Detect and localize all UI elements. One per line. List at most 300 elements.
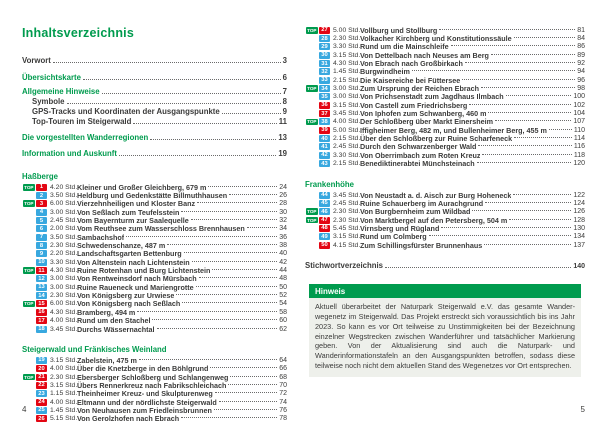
tour-title: Von Rentweinsdorf nach Mürsbach	[77, 274, 197, 284]
tour-list-steigerwald-cont	[305, 26, 585, 168]
tour-title: Durch den Schwarzenberger Wald	[360, 142, 477, 152]
entry-label: Stichwortverzeichnis	[305, 261, 383, 271]
dotted-leader	[495, 120, 571, 121]
top-badge-slot	[305, 119, 319, 126]
tour-number-badge: 10	[36, 259, 47, 266]
tour-row	[305, 160, 585, 168]
tour-title: Vom Bayernturm zur Saalequelle	[77, 216, 189, 226]
top-badge-slot	[22, 200, 36, 207]
tour-title: Von Neuhausen zum Friedleinsbrunnen	[77, 405, 212, 415]
entry-page-number: 19	[278, 149, 287, 158]
dotted-leader	[212, 269, 277, 270]
tour-duration: 4.00 Std.	[50, 398, 78, 406]
tour-row	[22, 225, 287, 233]
dotted-leader	[133, 123, 276, 124]
tour-page-number: 26	[279, 192, 287, 200]
tour-page-number: 104	[573, 110, 585, 118]
dotted-leader	[230, 376, 277, 377]
tour-title: Rund um die Mainschleife	[360, 42, 449, 52]
tour-duration: 6.00 Std.	[50, 300, 78, 308]
tour-number-badge: 36	[319, 102, 330, 109]
top-badge-slot	[22, 184, 36, 191]
dotted-leader	[513, 194, 571, 195]
tour-title: Kleiner und Großer Gleichberg, 679 m	[77, 182, 207, 192]
top-badge-slot	[22, 301, 36, 308]
dotted-leader	[229, 194, 277, 195]
tour-duration: 3.15 Std.	[50, 356, 78, 364]
tour-page-number: 72	[279, 390, 287, 398]
dotted-leader	[196, 286, 278, 287]
top-badge-slot	[305, 208, 319, 215]
top-badge: TOP	[307, 119, 317, 125]
tour-number-badge: 28	[319, 35, 330, 42]
tour-number-badge: 14	[36, 292, 47, 299]
tour-number-badge: 24	[36, 399, 47, 406]
tour-number-badge: 8	[36, 242, 47, 249]
tour-page-number: 122	[573, 191, 585, 199]
dotted-leader	[549, 129, 572, 130]
front-matter-row	[22, 56, 287, 66]
dotted-leader	[485, 202, 571, 203]
tour-number-badge: 11	[36, 267, 47, 274]
tour-number-badge: 48	[319, 225, 330, 232]
tour-title: Die Kaisereiche bei Füttersee	[360, 75, 461, 85]
section-steigerwald	[22, 345, 287, 423]
tour-duration: 3.00 Std.	[50, 283, 78, 291]
top-badge: TOP	[24, 184, 34, 190]
tour-page-number: 44	[279, 267, 287, 275]
tour-list-hassberge	[22, 183, 287, 333]
tour-page-number: 52	[279, 292, 287, 300]
dotted-leader	[484, 244, 571, 245]
tour-page-number: 110	[573, 126, 585, 134]
tour-number-badge: 21	[36, 374, 47, 381]
entry-page-number: 3	[282, 56, 287, 65]
dotted-leader	[514, 137, 572, 138]
tour-page-number: 86	[577, 43, 585, 51]
entry-page-number: 140	[573, 263, 585, 271]
tour-duration: 2.20 Std.	[50, 250, 78, 258]
entry-page-number: 7	[282, 87, 287, 96]
dotted-leader	[219, 401, 277, 402]
front-matter-row	[22, 149, 287, 159]
tour-number-badge: 33	[319, 77, 330, 84]
tour-duration: 3.45 Std.	[333, 110, 361, 118]
top-badge: TOP	[24, 201, 34, 207]
tour-title: Übers Rennerkreuz nach Fabrikschleichach	[77, 380, 227, 390]
tour-number-badge: 5	[36, 217, 47, 224]
tour-row	[22, 300, 287, 308]
tour-title: Von Prichsenstadt zum Jagdhaus Ilmbach	[360, 92, 504, 102]
entry-label: Symbole	[32, 97, 65, 106]
dotted-leader	[429, 235, 572, 236]
tour-title: Über den Schloßberg zur Ruine Scharfeneck	[360, 134, 513, 144]
dotted-leader	[197, 202, 277, 203]
index-entry	[305, 261, 585, 270]
top-badge: TOP	[24, 268, 34, 274]
tour-row	[22, 308, 287, 316]
tour-number-badge: 29	[319, 43, 330, 50]
tour-title: Rund um den Stachel	[77, 316, 151, 326]
dotted-leader	[167, 244, 277, 245]
tour-title: Ruine Rotenhan und Burg Lichtenstein	[77, 266, 211, 276]
tour-number-badge: 23	[36, 390, 47, 397]
tour-title: Von Iphofen zum Schwanberg, 460 m	[360, 109, 487, 119]
hinweis-box	[309, 284, 581, 377]
tour-title: Der Schloßberg über Markt Einersheim	[360, 117, 494, 127]
dotted-leader	[184, 252, 278, 253]
dotted-leader	[439, 29, 575, 30]
dotted-leader	[181, 417, 277, 418]
top-badge: TOP	[307, 217, 317, 223]
tour-page-number: 42	[279, 258, 287, 266]
dotted-leader	[119, 155, 276, 156]
tour-number-badge: 16	[36, 309, 47, 316]
tour-number-badge: 38	[319, 118, 330, 125]
tour-duration: 3.45 Std.	[50, 325, 78, 333]
entry-page-number: 8	[282, 97, 287, 106]
tour-duration: 3.15 Std.	[50, 381, 78, 389]
top-badge-slot	[305, 27, 319, 34]
top-badge: TOP	[307, 27, 317, 33]
tour-duration: 2.30 Std.	[333, 216, 361, 224]
dotted-leader	[469, 104, 571, 105]
top-badge-slot	[22, 374, 36, 381]
tour-page-number: 92	[577, 60, 585, 68]
tour-duration: 4.00 Std.	[50, 317, 78, 325]
tour-title: Bramberg, 494 m	[77, 307, 136, 317]
dotted-leader	[222, 113, 281, 114]
tour-number-badge: 37	[319, 110, 330, 117]
tour-page-number: 68	[279, 373, 287, 381]
tour-title: Von Neustadt a. d. Aisch zur Burg Hoheneck	[360, 190, 512, 200]
tour-title: Von Gerolzhofen nach Ebrach	[77, 414, 180, 424]
tour-page-number: 50	[279, 283, 287, 291]
tour-duration: 2.30 Std.	[50, 292, 78, 300]
tour-title: Volkacher Kirchberg und Konstitutionssäule	[360, 34, 512, 44]
tour-page-number: 126	[573, 208, 585, 216]
tour-page-number: 78	[279, 415, 287, 423]
tour-page-number: 48	[279, 275, 287, 283]
tour-number-badge: 4	[36, 209, 47, 216]
dotted-leader	[477, 162, 572, 163]
tour-title: Heldburg und Gedenkstätte Billmuthhausen	[77, 191, 228, 201]
top-badge-slot	[305, 217, 319, 224]
tour-page-number: 81	[577, 26, 585, 34]
tour-duration: 5.15 Std.	[50, 415, 78, 423]
tour-list-frankenhoehe	[305, 191, 585, 249]
tour-title: Von Ebrach nach Großbirkach	[360, 59, 463, 69]
tour-page-number: 107	[573, 118, 585, 126]
dotted-leader	[137, 311, 277, 312]
tour-number-badge: 44	[319, 192, 330, 199]
tour-number-badge: 15	[36, 300, 47, 307]
dotted-leader	[182, 302, 277, 303]
folio-left: 4	[22, 405, 27, 414]
tour-title: Von Altenstein nach Lichtenstein	[77, 257, 190, 267]
dotted-leader	[208, 186, 277, 187]
front-matter-row	[22, 73, 287, 83]
dotted-leader	[191, 219, 277, 220]
top-badge: TOP	[24, 301, 34, 307]
dotted-leader	[152, 319, 277, 320]
dotted-leader	[412, 70, 575, 71]
tour-number-badge: 18	[36, 326, 47, 333]
tour-page-number: 70	[279, 381, 287, 389]
tour-duration: 1.15 Std.	[50, 390, 78, 398]
front-matter-row	[22, 117, 287, 127]
tour-duration: 2.30 Std.	[50, 373, 78, 381]
dotted-leader	[139, 359, 277, 360]
tour-duration: 4.30 Std.	[50, 267, 78, 275]
tour-duration: 3.45 Std.	[333, 191, 361, 199]
tour-title: Ebersberger Schloßberg und Schlangenweg	[77, 372, 229, 382]
tour-number-badge: 9	[36, 250, 47, 257]
tour-page-number: 84	[577, 35, 585, 43]
top-badge: TOP	[307, 86, 317, 92]
dotted-leader	[192, 261, 278, 262]
tour-number-badge: 39	[319, 127, 330, 134]
tour-duration: 1.45 Std.	[50, 406, 78, 414]
front-matter-list	[22, 56, 287, 159]
tour-row	[305, 59, 585, 67]
section-heading: Steigerwald und Fränkisches Weinland	[22, 345, 167, 355]
tour-page-number: 116	[573, 143, 585, 151]
tour-duration: 2.15 Std.	[333, 135, 361, 143]
tour-number-badge: 13	[36, 284, 47, 291]
tour-page-number: 134	[573, 233, 585, 241]
dotted-leader	[228, 384, 277, 385]
dotted-leader	[481, 87, 575, 88]
tour-page-number: 98	[577, 85, 585, 93]
dotted-leader	[462, 79, 575, 80]
tour-number-badge: 17	[36, 317, 47, 324]
tour-title: Zum Ursprung der Reichen Ebrach	[360, 84, 480, 94]
tour-duration: 4.00 Std.	[50, 365, 78, 373]
tour-page-number: 76	[279, 406, 287, 414]
tour-title: Vierzehnheiligen und Kloster Banz	[77, 199, 196, 209]
tour-page-number: 38	[279, 242, 287, 250]
front-matter-row	[22, 87, 287, 97]
tour-duration: 4.30 Std.	[50, 308, 78, 316]
tour-title: Zum Schillingsfürster Brunnenhaus	[360, 240, 483, 250]
dotted-leader	[491, 54, 575, 55]
tour-page-number: 100	[573, 93, 585, 101]
tour-list-steigerwald	[22, 356, 287, 423]
tour-page-number: 114	[573, 135, 585, 143]
entry-label: Übersichtskarte	[22, 73, 81, 82]
hinweis-box-body: Aktuell überarbeitet der Naturpark Steigerwald e.V. das gesamte Wanderwegenetz im Steigerwald. Das Projekt erstreckt sich voraussichtlich bis ins Jahr 2023. So kann es vor Ort teilweise zu Unstimmigkeiten bei der Bezeichnung einzelner Wegstrecken zwischen Wanderführer und tatsächlicher Markierung geben. Von der Aktualisierung sind auch die Naturpark- und Wanderinformationstafeln an den Ausgangspunkten betroffen, sodass diese teilweise noch nicht dem aktuellen Stand des Wegenetzes vor Ort entsprechen.	[309, 298, 581, 377]
tour-page-number: 89	[577, 51, 585, 59]
tour-duration: 5.00 Std.	[333, 26, 361, 34]
tour-duration: 3.30 Std.	[50, 258, 78, 266]
dotted-leader	[157, 328, 278, 329]
tour-duration: 2.45 Std.	[333, 199, 361, 207]
tour-number-badge: 1	[36, 184, 47, 191]
dotted-leader	[506, 95, 572, 96]
dotted-leader	[67, 103, 281, 104]
tour-duration: 3.50 Std.	[50, 192, 78, 200]
tour-title: Von Königsberg nach Seßlach	[77, 299, 181, 309]
entry-label: Vorwort	[22, 56, 51, 65]
front-matter-row	[22, 107, 287, 117]
dotted-leader	[83, 79, 281, 80]
tour-page-number: 96	[577, 76, 585, 84]
dotted-leader	[210, 367, 277, 368]
entry-page-number: 11	[278, 117, 287, 126]
dotted-leader	[199, 277, 278, 278]
tour-title: Vollburg und Stollburg	[360, 25, 438, 35]
tour-title: Über die Knetzberge in den Böhlgrund	[77, 364, 209, 374]
dotted-leader	[385, 267, 571, 268]
top-badge-slot	[22, 267, 36, 274]
tour-duration: 2.45 Std.	[333, 143, 361, 151]
tour-number-badge: 40	[319, 135, 330, 142]
tour-page-number: 36	[279, 233, 287, 241]
hinweis-box-title: Hinweis	[309, 284, 581, 298]
front-matter-row	[22, 97, 287, 107]
tour-page-number: 137	[573, 241, 585, 249]
tour-page-number: 130	[573, 224, 585, 232]
tour-number-badge: 45	[319, 200, 330, 207]
dotted-leader	[102, 93, 281, 94]
tour-number-badge: 22	[36, 382, 47, 389]
tour-duration: 2.00 Std.	[50, 225, 78, 233]
tour-number-badge: 30	[319, 52, 330, 59]
tour-number-badge: 49	[319, 233, 330, 240]
tour-title: Von Burgbernheim zum Wildbad	[360, 207, 471, 217]
tour-page-number: 66	[279, 365, 287, 373]
tour-title: Vom Reuthsee zum Wasserschloss Brennhausen	[77, 224, 245, 234]
dotted-leader	[478, 145, 571, 146]
tour-duration: 2.45 Std.	[50, 217, 78, 225]
dotted-leader	[509, 219, 571, 220]
entry-label: GPS-Tracks und Koordinaten der Ausgangspunkte	[32, 107, 220, 116]
tour-number-badge: 12	[36, 275, 47, 282]
tour-number-badge: 27	[319, 27, 330, 34]
tour-number-badge: 32	[319, 68, 330, 75]
entry-label: Die vorgestellten Wanderregionen	[22, 133, 149, 142]
section-frankenhoehe	[305, 180, 585, 249]
entry-page-number: 13	[278, 133, 287, 142]
tour-duration: 4.00 Std.	[333, 118, 361, 126]
tour-duration: 4.30 Std.	[333, 60, 361, 68]
dotted-leader	[488, 112, 571, 113]
tour-number-badge: 41	[319, 143, 330, 150]
tour-title: Eltmann und der nördlichste Steigerwald	[77, 397, 217, 407]
front-matter-row	[22, 133, 287, 143]
tour-duration: 6.00 Std.	[50, 200, 78, 208]
section-steigerwald-continued	[305, 26, 585, 168]
tour-title: Schwedenschanze, 487 m	[77, 241, 166, 251]
tour-duration: 1.45 Std.	[333, 68, 361, 76]
tour-number-badge: 35	[319, 93, 330, 100]
tour-duration: 2.30 Std.	[333, 35, 361, 43]
tour-number-badge: 7	[36, 234, 47, 241]
top-badge: TOP	[24, 374, 34, 380]
tour-duration: 3.00 Std.	[333, 93, 361, 101]
dotted-leader	[465, 62, 575, 63]
entry-page-number: 9	[282, 107, 287, 116]
tour-row	[305, 224, 585, 232]
tour-title: Ruine Raueneck und Mariengrotte	[77, 282, 194, 292]
tour-number-badge: 50	[319, 242, 330, 249]
tour-number-badge: 31	[319, 60, 330, 67]
dotted-leader	[126, 236, 277, 237]
tour-title: Burgwindheim	[360, 67, 410, 77]
entry-label: Information und Auskunft	[22, 149, 117, 158]
top-badge: TOP	[307, 209, 317, 215]
tour-number-badge: 3	[36, 200, 47, 207]
dotted-leader	[514, 37, 576, 38]
tour-row	[305, 216, 585, 224]
page-title: Inhaltsverzeichnis	[22, 26, 134, 40]
dotted-leader	[482, 154, 571, 155]
tour-page-number: 120	[573, 160, 585, 168]
tour-page-number: 128	[573, 216, 585, 224]
tour-duration: 3.15 Std.	[333, 101, 361, 109]
tour-number-badge: 26	[36, 415, 47, 422]
tour-row	[305, 241, 585, 249]
tour-duration: 2.15 Std.	[333, 160, 361, 168]
tour-title: Von Dettelbach nach Neuses am Berg	[360, 50, 489, 60]
tour-title: Theinheimer Kreuz- und Skulpturenweg	[77, 389, 213, 399]
section-hassberge	[22, 172, 287, 333]
tour-number-badge: 2	[36, 192, 47, 199]
tour-title: Von Königsberg zur Urwiese	[77, 291, 175, 301]
tour-duration: 3.00 Std.	[50, 275, 78, 283]
tour-page-number: 62	[279, 325, 287, 333]
tour-duration: 3.00 Std.	[50, 208, 78, 216]
folio-right: 5	[580, 405, 585, 414]
dotted-leader	[472, 210, 571, 211]
dotted-leader	[247, 227, 277, 228]
tour-title: Von Oberrimbach zum Roten Kreuz	[360, 150, 481, 160]
dotted-leader	[451, 45, 576, 46]
book-page-right	[300, 0, 600, 428]
tour-page-number: 24	[279, 183, 287, 191]
tour-duration: 5.45 Std.	[333, 224, 361, 232]
tour-title: Von Castell zum Friedrichsberg	[360, 100, 468, 110]
entry-label: Top-Touren im Steigerwald	[32, 117, 132, 126]
tour-title: Sambachshof	[77, 232, 125, 242]
tour-number-badge: 19	[36, 357, 47, 364]
tour-duration: 3.30 Std.	[333, 151, 361, 159]
tour-page-number: 118	[573, 151, 585, 159]
tour-title: Von Marktbergel auf den Petersberg, 504 m	[360, 215, 508, 225]
tour-number-badge: 42	[319, 152, 330, 159]
tour-title: Zabelstein, 475 m	[77, 355, 137, 365]
tour-page-number: 40	[279, 250, 287, 258]
tour-number-badge: 34	[319, 85, 330, 92]
tour-page-number: 102	[573, 101, 585, 109]
tour-title: Iffigheimer Berg, 482 m, und Bullenheimer Berg, 455 m	[360, 125, 547, 135]
tour-duration: 2.30 Std.	[333, 208, 361, 216]
dotted-leader	[215, 392, 277, 393]
entry-page-number: 6	[282, 73, 287, 82]
tour-number-badge: 20	[36, 365, 47, 372]
tour-page-number: 74	[279, 398, 287, 406]
tour-duration: 3.15 Std.	[333, 51, 361, 59]
dotted-leader	[214, 409, 277, 410]
tour-title: Benediktinerabtei Münchsteinach	[360, 159, 475, 169]
tour-title: Virnsberg und Rügland	[360, 223, 440, 233]
tour-title: Ruine Schauerberg im Aurachgrund	[360, 198, 484, 208]
tour-row	[22, 317, 287, 325]
dotted-leader	[150, 139, 276, 140]
tour-page-number: 30	[279, 208, 287, 216]
tour-duration: 4.15 Std.	[333, 241, 361, 249]
